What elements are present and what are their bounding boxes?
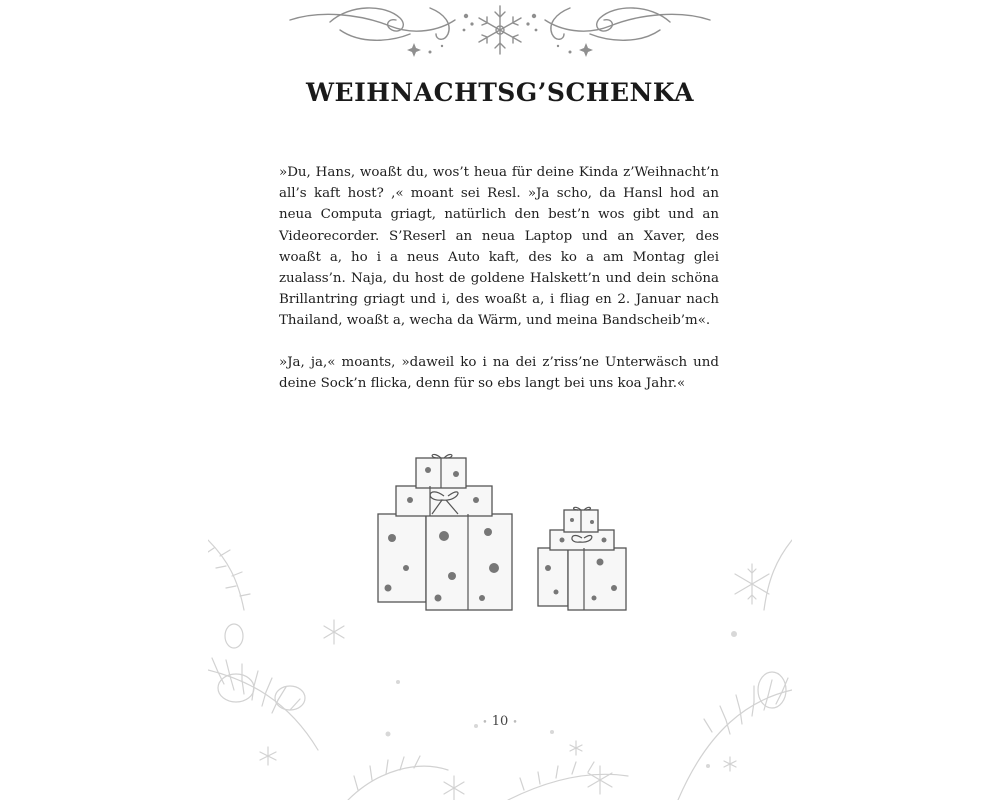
book-page bbox=[208, 0, 792, 800]
page-number-ornament-right-icon: • bbox=[512, 718, 518, 728]
page-number bbox=[208, 714, 792, 729]
page-number-value: 10 bbox=[491, 714, 509, 729]
pine-branches-decoration-icon bbox=[208, 520, 792, 800]
snowflake-flourish-ornament-icon bbox=[280, 0, 720, 62]
page-number-ornament-left-icon: • bbox=[482, 718, 488, 728]
story-text bbox=[279, 162, 719, 414]
paragraph: »Ja, ja,« moants, »daweil ko i na dei z’riss’ne Unterwäsch und deine Sock’n flicka, denn für so ebs langt bei uns koa Jahr.« bbox=[279, 354, 719, 391]
page-title: WEIHNACHTSG’SCHENKA bbox=[305, 78, 694, 107]
paragraph: »Du, Hans, woaßt du, wos’t heua für deine Kinda z’Weihnacht’n all’s kaft host? ,« moant sei Resl. »Ja scho, da Hansl hod an neua Computa griagt, natürlich den best’n wos gibt und an Videorecorder. S’Reserl an neua Laptop und an Xaver, des woaßt a, ho i a neus Auto kaft, des ko a am Montag glei zualass’n. Naja, du host de goldene Halskett’n und dein schöna Brillantring griagt und i, des woaßt a, i fliag en 2. Januar nach Thailand, woaßt a, wecha da Wärm, und meina Bandscheib’m«. bbox=[279, 165, 719, 329]
